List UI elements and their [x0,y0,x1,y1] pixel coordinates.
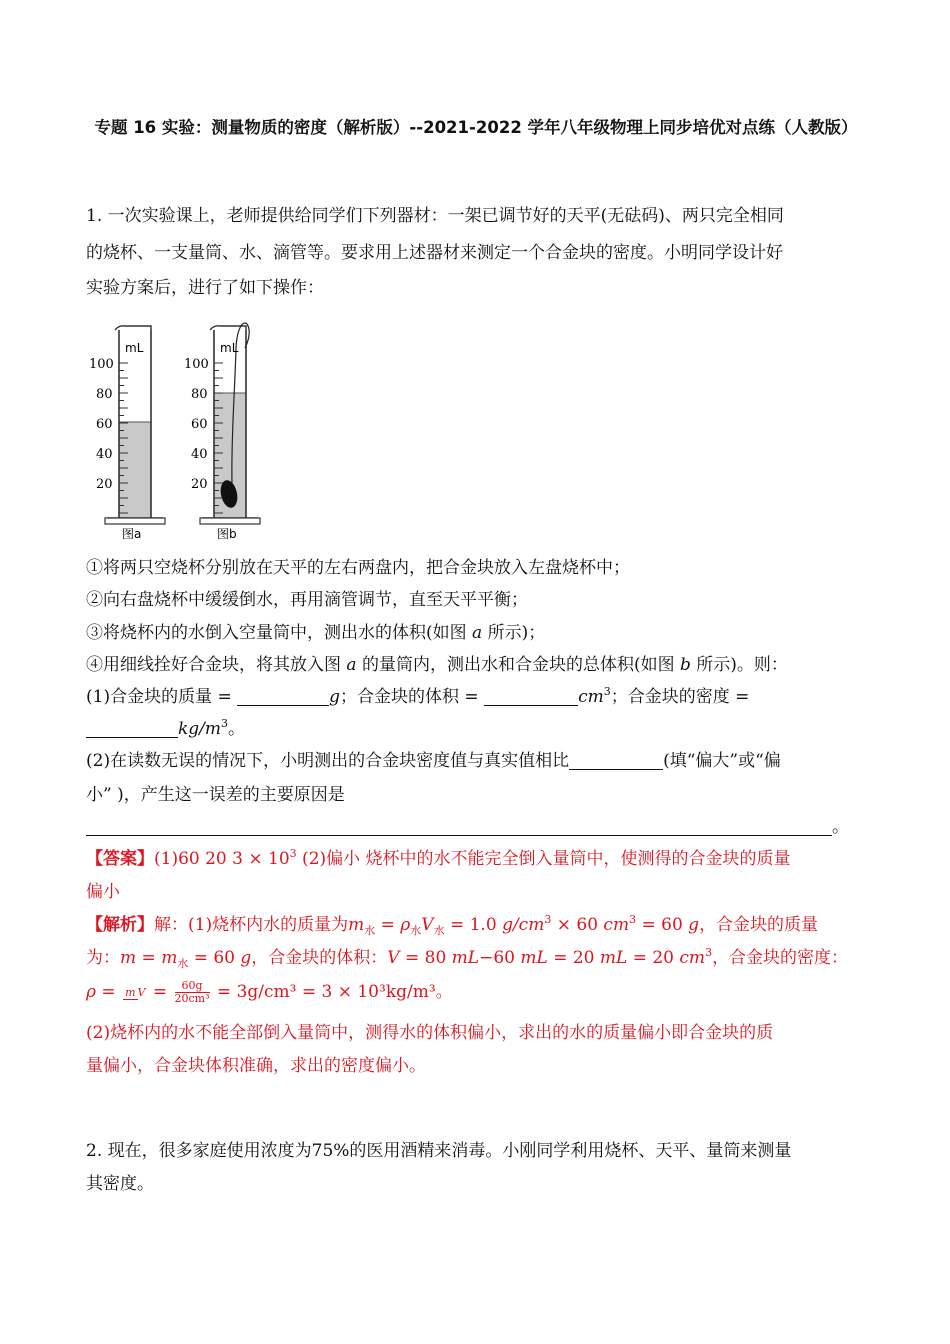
analysis-line-5: 量偏小，合金块体积准确，求出的密度偏小。 [86,1056,426,1076]
q1-part1-line-1: (1)合金块的质量 = g；合金块的体积 = $cm^3$；合金块的密度 = [86,685,750,707]
answer-line-2: 偏小 [86,882,120,902]
q1-part2-line-1: (2)在读数无误的情况下，小明测出的合金块密度值与真实值相比 (填“偏大”或“偏 [86,751,781,771]
q2-line-1: 2. 现在，很多家庭使用浓度为75%的医用酒精来消毒。小刚同学利用烧杯、天平、量筒来测量 [86,1141,792,1161]
q1-step-3: ③将烧杯内的水倒入空量筒中，测出水的体积(如图 a 所示)； [86,623,546,643]
cylinder-a-water [119,422,151,518]
cylinder-b-tick-label: 40 [191,447,208,462]
cylinder-figure [89,318,295,546]
cylinder-a [89,326,165,541]
q1-stem-line-3: 实验方案后，进行了如下操作： [86,278,324,298]
q1-stem-line-1: 1. 一次实验课上，老师提供给同学们下列器材：一架已调节好的天平(无砝码)、两只完全相同 [86,206,784,226]
cylinder-a-unit: mL [125,341,144,355]
cylinder-b-tick-label: 100 [184,357,209,372]
cylinder-a-tick-label: 60 [96,417,113,432]
cylinder-a-tick-label: 40 [96,447,113,462]
figure-b-label: 图b [217,527,237,541]
density-blank[interactable] [86,717,178,738]
q1-part1-line-2: $kg/m^3$。 [86,713,245,745]
q2-line-2: 其密度。 [86,1174,154,1194]
cylinder-b [184,323,260,541]
volume-blank[interactable] [484,685,578,706]
cylinder-b-tick-label: 60 [191,417,208,432]
cylinder-b-tick-label: 20 [191,477,208,492]
analysis-line-3: ρ = m V = $\frac{60g}{\text{20cm³}}$ = 3g/cm³ = 3 × 10³kg/m³。 [86,979,453,1005]
q1-stem-line-2: 的烧杯、一支量筒、水、滴管等。要求用上述器材来测定一个合金块的密度。小明同学设计好 [86,243,783,263]
q1-part2-line-3: 。 [86,811,849,843]
fraction-60g-over-20cm3: $\frac{60g}{\text{20cm³}}$ [174,979,210,1005]
q1-step-4: ④用细线拴好合金块，将其放入图 a 的量筒内，测出水和合金块的总体积(如图 b 所示)。则： [86,655,788,675]
mass-blank[interactable] [237,685,329,706]
document-title: 专题 16 实验：测量物质的密度（解析版）--2021-2022 学年八年级物理上同步培优对点练（人教版） [94,118,858,137]
cylinder-a-tick-label: 20 [96,477,113,492]
q1-part2-line-2: 小” )，产生这一误差的主要原因是 [86,785,345,805]
cylinder-a-tick-label: 100 [89,357,114,372]
cylinder-b-unit: mL [220,341,239,355]
answer-line-1: 【答案】(1)60 20 $3 \times 10^3$ (2)偏小 烧杯中的水不能完全倒入量筒中，使测得的合金块的质量 [86,847,791,869]
analysis-line-2: 为：$m = m_水 = 60$ g，合金块的体积：V = 80 mL−60 mL = 20 mL = 20 $cm^3$，合金块的密度： [86,946,849,970]
figure-a-label: 图a [122,527,142,541]
reason-blank[interactable] [86,815,832,836]
analysis-line-4: (2)烧杯内的水不能全部倒入量筒中，测得水的体积偏小，求出的水的质量偏小即合金块的质 [86,1023,774,1043]
q1-step-1: ①将两只空烧杯分别放在天平的左右两盘内，把合金块放入左盘烧杯中； [86,558,630,578]
cylinder-b-tick-label: 80 [191,387,208,402]
comparison-blank[interactable] [569,749,663,770]
cylinder-a-tick-label: 80 [96,387,113,402]
analysis-line-1: 【解析】解：(1)烧杯内水的质量为$m_水 = \rho_水V_水 = 1.0$ $g/cm^3 \times 60$ $cm^3 = 60$ g，合金块的质量 [86,913,819,937]
fraction-m-over-v: m V [125,985,146,999]
q1-step-2: ②向右盘烧杯中缓缓倒水，再用滴管调节，直至天平平衡； [86,590,528,610]
